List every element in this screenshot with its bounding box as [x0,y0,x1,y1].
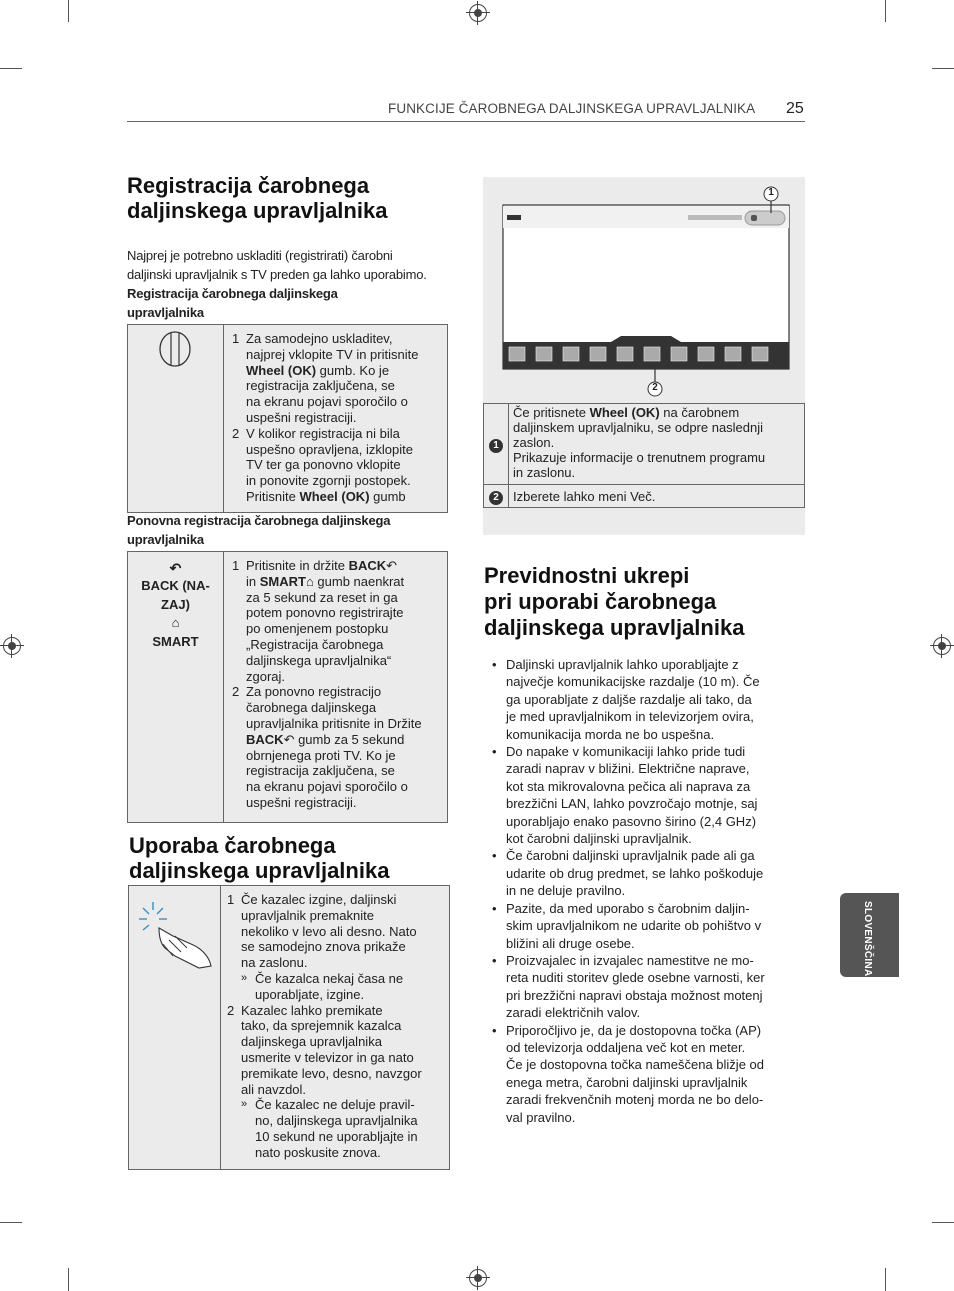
registration-mark-icon [3,637,21,655]
usage-steps [221,886,450,1170]
page-number: 25 [786,100,804,117]
list-item: 2 Kazalec lahko premikate tako, da sprejemnik kazalca daljinskega upravljalnika usmerite v televizor in ga nato premikate levo, desno, navzgor ali navzdol. » Če kazalec ne deluje pravil- no, daljinskega upravljalnika 10 sekund ne uporabljajte in nato poskusite znova. [227,1002,422,1160]
running-header: FUNKCIJE ČAROBNEGA DALJINSKEGA UPRAVLJALNIKA [388,101,756,116]
crop-mark [932,68,954,69]
usage-title: Uporaba čarobnega daljinskega upravljalnika [129,833,390,883]
list-item: 2 Za ponovno registracijo čarobnega daljinskega upravljalnika pritisnite in Držite BACK↶ gumb za 5 sekund obrnjenega proti TV. Ko je registracija zaključena, se na ekranu pojavi sporočilo o uspešni registraciji. [232,684,422,810]
callout-badge-1: 1 [484,404,509,485]
registration-steps [224,325,448,513]
callout-badge-2: 2 [484,485,509,508]
callout-1: 1 [768,187,774,198]
remote-icon-cell [128,325,224,513]
list-item: • Pazite, da med uporabo s čarobnim daljin- skim upravljalnikom ne udarite ob pohištvo v bližini ali druge osebe. [484,900,804,952]
list-item: 1 Če kazalec izgine, daljinski upravljalnik premaknite nekoliko v levo ali desno. Nato se samodejno znova prikaže na zaslonu. » Če kazalca nekaj časa ne uporabljate, izgine. [227,892,417,1002]
precautions-list [484,656,804,1126]
registration-mark-icon [933,637,951,655]
buttons-cell: ↶ BACK (NA- ZAJ) ⌂ SMART [128,552,224,823]
back-icon: ↶ [169,560,182,576]
callout-2: 2 [652,382,658,393]
list-item: • Daljinski upravljalnik lahko uporabljajte z največje komunikacijske razdalje (10 m). Če ga uporabljate z daljše razdalje ali tako, da je med upravljalnikom in televizorjem ovira, komunikacija morda ne bo uspešna. [484,656,804,743]
registration-mark-icon [469,4,487,22]
tv-screen-illustration [483,177,805,403]
usage-table [128,885,450,1170]
re-registration-steps [224,552,448,823]
header-rule [127,121,805,122]
registration-intro: Najprej je potrebno uskladiti (registrirati) čarobni daljinski upravljalnik s TV preden ga lahko uporabimo. Registracija čarobnega daljinskega upravljalnika [127,248,427,320]
registration-table [127,324,448,513]
list-item: 1 Za samodejno uskladitev, najprej vklopite TV in pritisnite Wheel (OK) gumb. Ko je registracija zaključena, se na ekranu pojavi sporočilo o uspešni registraciji. [232,331,419,425]
list-item: • Do napake v komunikaciji lahko pride tudi zaradi naprav v bližini. Električne naprave, kot sta mikrovalovna pečica ali naprava za brezžični LAN, lahko povzročajo motnje, saj uporabljajo enako pasovno širino (2,4 GHz) kot čarobni daljinski upravljalnik. [484,743,804,847]
list-item: • Priporočljivo je, da je dostopovna točka (AP) od televizorja oddaljena več kot en meter. Če je dostopovna točka nameščena bližje od enega metra, čarobni daljinski upravljalnik zaradi frekvenčnih motenj morda ne bo delo- val pravilno. [484,1022,804,1126]
list-item: • Če čarobni daljinski upravljalnik pade ali ga udarite ob drug predmet, se lahko poškoduje in ne deluje pravilno. [484,847,804,899]
back-icon: ↶ [386,558,398,573]
re-registration-table [127,551,448,823]
screen-info-row-1: Če pritisnete Wheel (OK) na čarobnem daljinskem upravljalniku, se odpre naslednji zaslon. Prikazuje informacije o trenutnem programu in zaslonu. [509,404,805,485]
home-icon: ⌂ [171,615,180,630]
back-icon: ↶ [283,731,295,747]
crop-mark [885,1268,886,1291]
list-item: • Proizvajalec in izvajalec namestitve ne mo- reta nuditi storitev glede osebne varnosti, ker pri brezžični napravi obstaja možnost motenj zaradi električnih valov. [484,952,804,1022]
screen-info-table [483,403,805,508]
language-tab: SLOVENŠČINA [840,893,899,977]
registration-mark-icon [469,1269,487,1287]
precautions-title: Previdnostni ukrepi pri uporabi čarobnega daljinskega upravljalnika [484,563,745,640]
remote-wheel-icon [128,325,223,385]
crop-mark [0,1222,22,1223]
screen-info-row-2: Izberete lahko meni Več. [509,485,805,508]
registration-title: Registracija čarobnega daljinskega upravljalnika [127,173,388,223]
list-item: 1 Pritisnite in držite BACK↶ in SMART⌂ gumb naenkrat za 5 sekund za reset in ga potem ponovno registrirajte po omenjenem postopku „Registracija čarobnega daljinskega upravljalnika“ zgoraj. [232,558,405,684]
hand-remote-icon [129,886,220,976]
home-icon: ⌂ [305,573,314,589]
crop-mark [68,1268,69,1291]
crop-mark [68,0,69,22]
list-item: 2 V kolikor registracija ni bila uspešno opravljena, izklopite TV ter ga ponovno vklopite in ponovite zgornji postopek. Pritisnite Wheel (OK) gumb [232,425,413,504]
crop-mark [0,68,22,69]
pointer-icon-cell [129,886,221,1170]
re-registration-subtitle: Ponovna registracija čarobnega daljinskega upravljalnika [127,513,391,547]
crop-mark [932,1222,954,1223]
crop-mark [885,0,886,22]
